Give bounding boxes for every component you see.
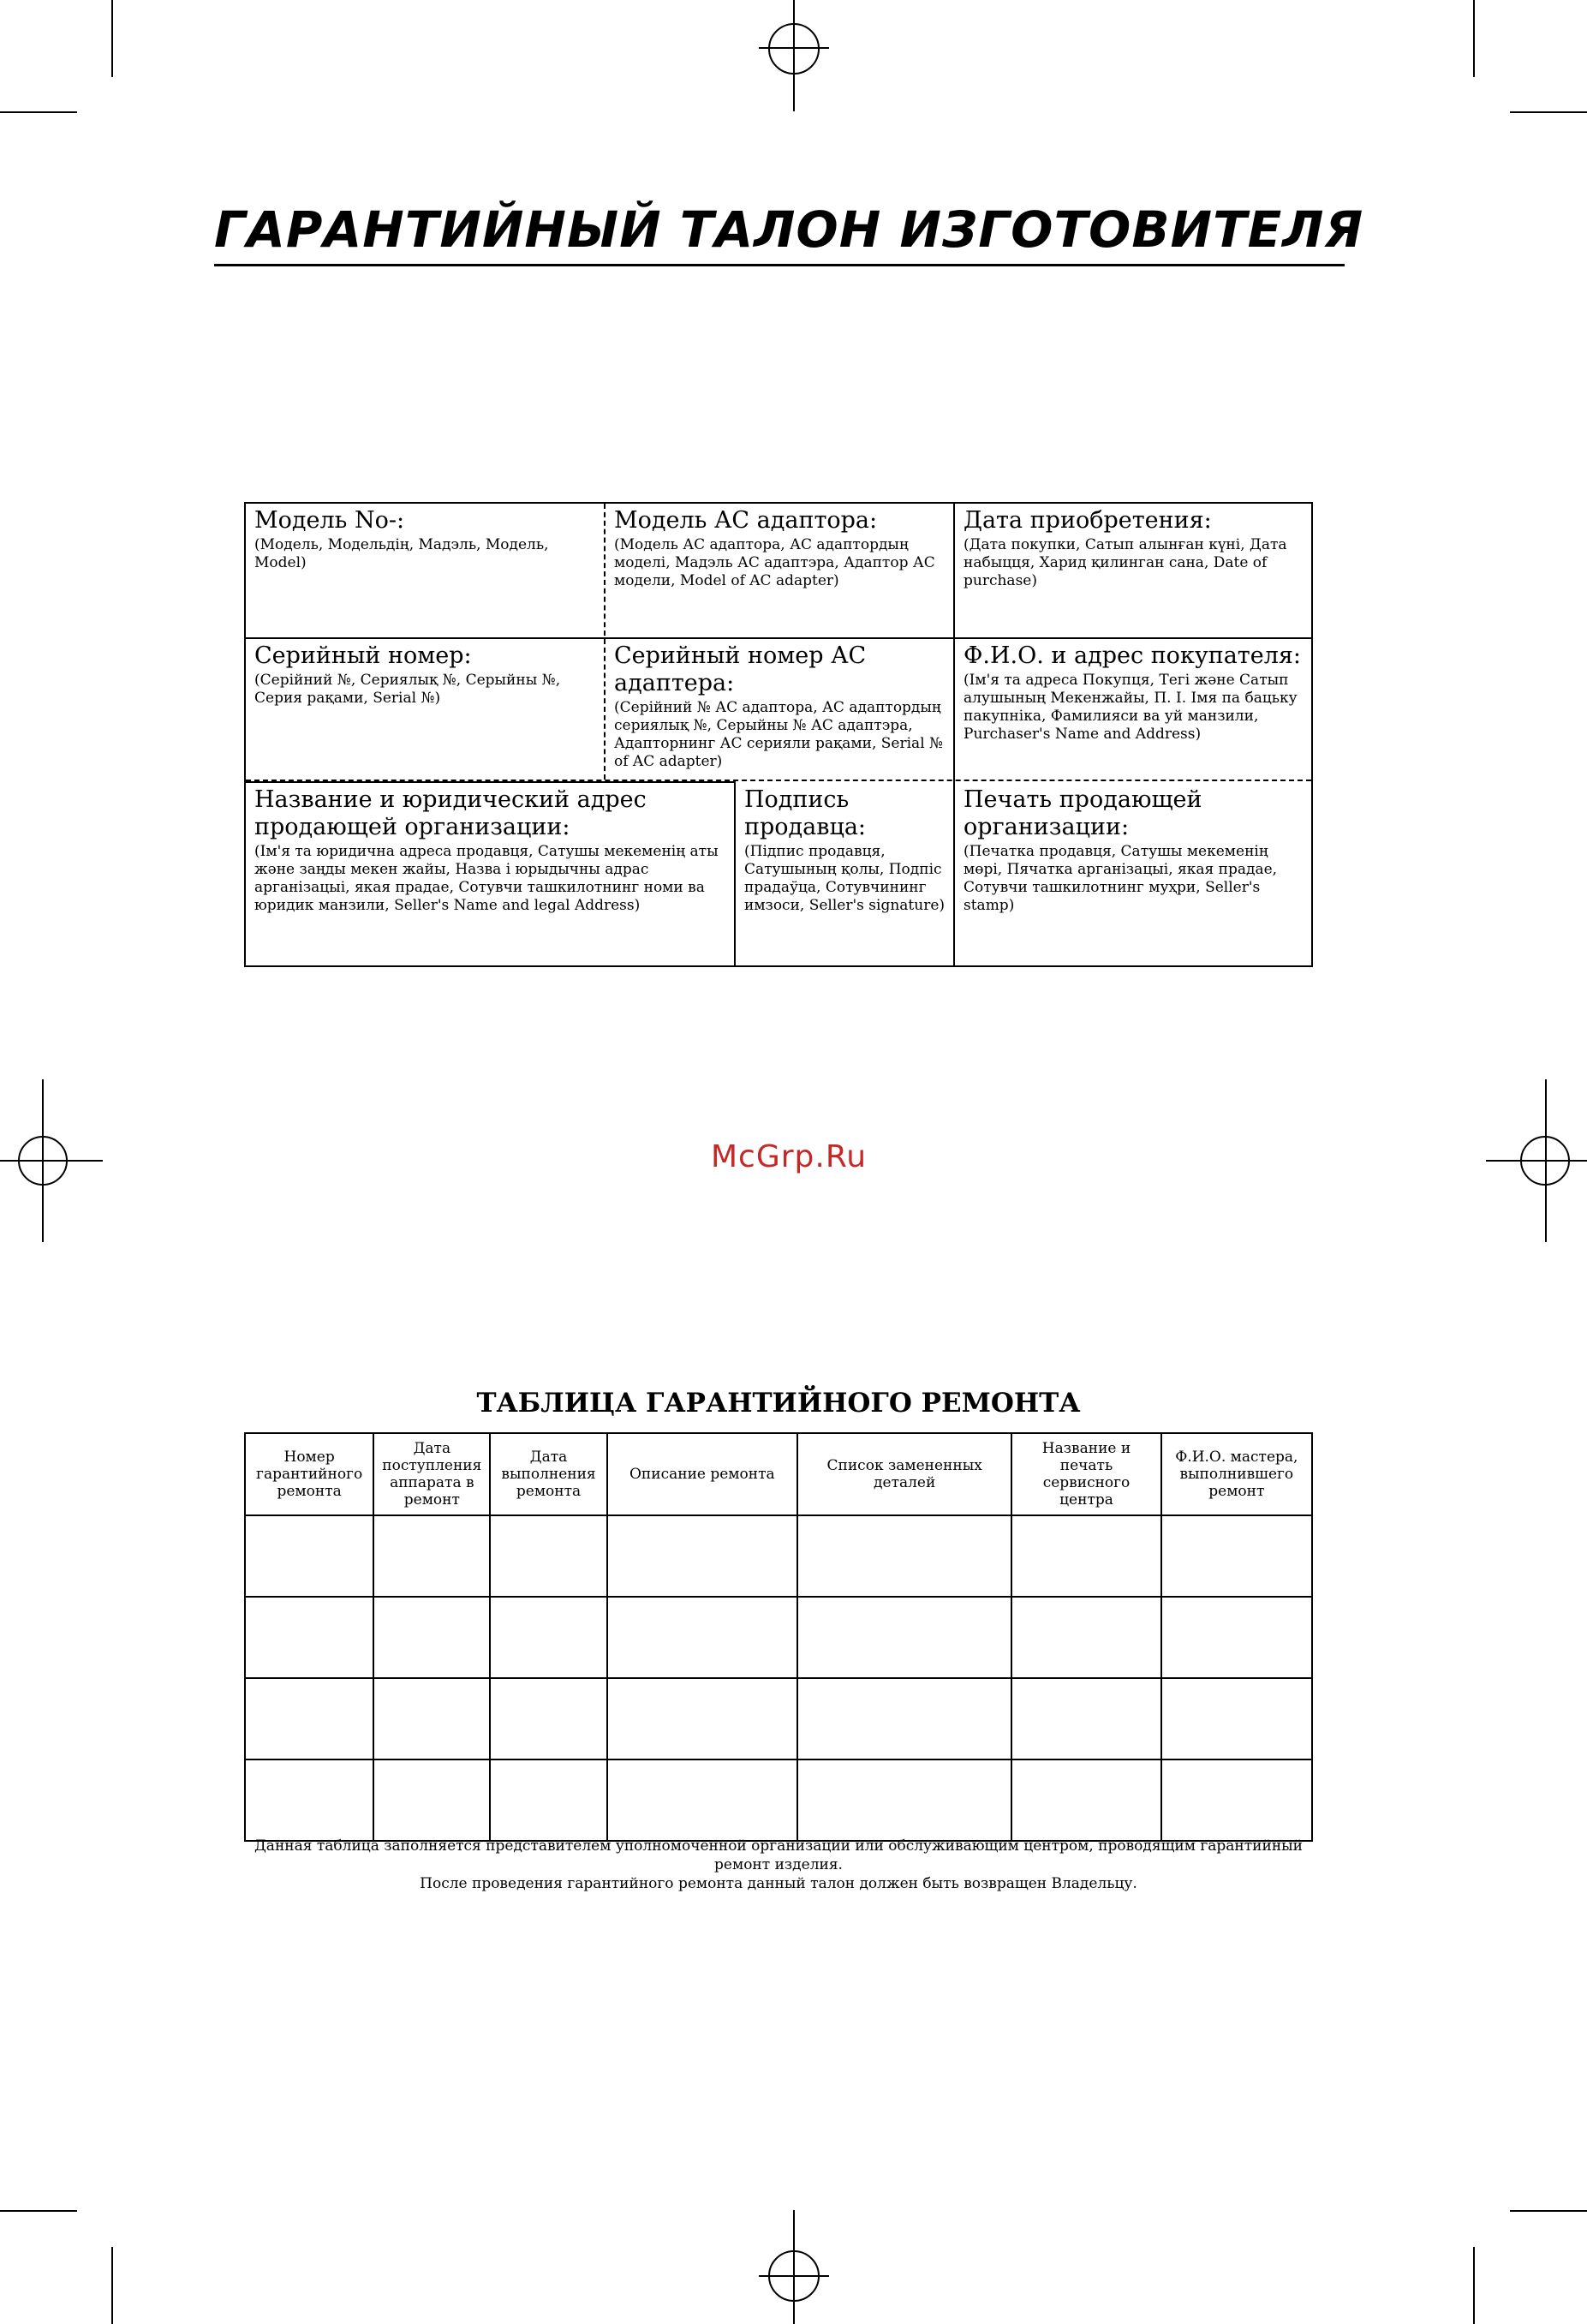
buyer-sub: (Ім'я та адреса Покупця, Тегі және Сатып алушының Мекенжайы, П. І. Імя па бацьку пакупніка, Фамилияси ва уй манзили, Purchaser's Name and Address): [964, 672, 1298, 743]
seller-signature-label: Подпись продавца:: [744, 786, 867, 840]
ac-serial-field[interactable]: [606, 639, 953, 780]
serial-sub: (Серійний №, Сериялық №, Серыйны №, Серия рақами, Serial №): [254, 672, 561, 707]
table-header-row: [245, 1433, 1312, 1515]
table-cell[interactable]: [245, 1515, 373, 1597]
ac-model-sub: (Модель АС адаптора, АС адаптордың моделі, Мадэль АС адаптэра, Адаптор АС модели, Model of AC adapter): [614, 536, 935, 589]
table-cell[interactable]: [1011, 1759, 1160, 1841]
page-title: ГАРАНТИЙНЫЙ ТАЛОН ИЗГОТОВИТЕЛЯ: [214, 195, 1345, 266]
table-cell[interactable]: [607, 1597, 797, 1678]
header-repair-description: Описание ремонта: [607, 1433, 797, 1515]
warranty-form: [244, 502, 1313, 967]
table-cell[interactable]: [797, 1759, 1011, 1841]
table-cell[interactable]: [245, 1759, 373, 1841]
table-row: [245, 1597, 1312, 1678]
ac-model-field[interactable]: [606, 504, 953, 637]
table-cell[interactable]: [1161, 1597, 1312, 1678]
buyer-label: Ф.И.О. и адрес покупателя:: [964, 642, 1301, 669]
table-cell[interactable]: [607, 1759, 797, 1841]
seller-org-field[interactable]: [246, 783, 734, 967]
purchase-date-sub: (Дата покупки, Сатып алынған күні, Дата набыцця, Харид қилинган сана, Date of purchase): [964, 536, 1287, 589]
purchase-date-field[interactable]: [955, 504, 1311, 637]
table-cell[interactable]: [490, 1678, 606, 1759]
seller-signature-field[interactable]: [736, 783, 953, 967]
seller-org-label: Название и юридический адрес продающей организации:: [254, 786, 647, 840]
table-cell[interactable]: [373, 1678, 490, 1759]
watermark-text: McGrp.Ru: [711, 1139, 868, 1174]
seller-stamp-sub: (Печатка продавця, Сатушы мекеменің мөрі, Пячатка арганізацыі, якая прадае, Сотувчи ташкилотнинг муҳри, Seller's stamp): [964, 843, 1278, 914]
table-cell[interactable]: [1161, 1759, 1312, 1841]
repair-table: [244, 1432, 1313, 1842]
table-row: [245, 1678, 1312, 1759]
table-row: [245, 1515, 1312, 1597]
serial-field[interactable]: [246, 639, 604, 780]
ac-model-label: Модель АС адаптора:: [614, 507, 878, 534]
ac-serial-label: Серийный номер АС адаптера:: [614, 642, 867, 696]
model-label: Модель No-:: [254, 507, 405, 534]
repair-table-title: ТАБЛИЦА ГАРАНТИЙНОГО РЕМОНТА: [476, 1388, 1081, 1419]
table-cell[interactable]: [1161, 1678, 1312, 1759]
table-cell[interactable]: [373, 1759, 490, 1841]
header-completion-date: Дата выполнения ремонта: [490, 1433, 606, 1515]
footnote-line-1: Данная таблица заполняется представителем уполномоченной организации или обслуживающим центром, проводящим гарантийный ремонт изделия.: [254, 1837, 1304, 1873]
table-cell[interactable]: [1011, 1597, 1160, 1678]
table-cell[interactable]: [1011, 1515, 1160, 1597]
header-service-center: Название и печать сервисного центра: [1011, 1433, 1160, 1515]
table-cell[interactable]: [797, 1678, 1011, 1759]
ac-serial-sub: (Серійний № АС адаптора, АС адаптордың сериялық №, Серыйны № АС адаптэра, Адапторнинг АС серияли рақами, Serial № of AC adapter): [614, 699, 944, 770]
table-cell[interactable]: [607, 1515, 797, 1597]
purchase-date-label: Дата приобретения:: [964, 507, 1212, 534]
table-cell[interactable]: [490, 1759, 606, 1841]
table-cell[interactable]: [797, 1515, 1011, 1597]
table-row: [245, 1759, 1312, 1841]
table-cell[interactable]: [245, 1597, 373, 1678]
table-cell[interactable]: [490, 1597, 606, 1678]
serial-label: Серийный номер:: [254, 642, 472, 669]
header-intake-date: Дата поступления аппарата в ремонт: [373, 1433, 490, 1515]
seller-stamp-label: Печать продающей организации:: [964, 786, 1202, 840]
seller-org-sub: (Ім'я та юридична адреса продавця, Сатушы мекеменің аты және заңды мекен жайы, Назва і юрыдычны адрас арганізацыі, якая прадае, Сотувчи ташкилотнинг номи ва юридик манзили, Seller's Name and legal Address): [254, 843, 719, 914]
table-cell[interactable]: [373, 1597, 490, 1678]
footnote-line-2: После проведения гарантийного ремонта данный талон должен быть возвращен Владельцу.: [420, 1875, 1137, 1892]
table-cell[interactable]: [1161, 1515, 1312, 1597]
table-cell[interactable]: [607, 1678, 797, 1759]
seller-signature-sub: (Підпис продавця, Сатушының қолы, Подпіс прадаўца, Сотувчининг имзоси, Seller's signature): [744, 843, 946, 914]
seller-stamp-field[interactable]: [955, 783, 1311, 967]
table-cell[interactable]: [245, 1678, 373, 1759]
header-repair-number: Номер гарантийного ремонта: [245, 1433, 373, 1515]
model-sub: (Модель, Модельдің, Мадэль, Модель, Model): [254, 536, 549, 571]
repair-table-footnote: [244, 1837, 1313, 1893]
header-replaced-parts: Список замененных деталей: [797, 1433, 1011, 1515]
table-cell[interactable]: [1011, 1678, 1160, 1759]
buyer-field[interactable]: [955, 639, 1311, 780]
model-field[interactable]: [246, 504, 604, 637]
table-cell[interactable]: [490, 1515, 606, 1597]
table-cell[interactable]: [373, 1515, 490, 1597]
table-cell[interactable]: [797, 1597, 1011, 1678]
header-technician: Ф.И.О. мастера, выполнившего ремонт: [1161, 1433, 1312, 1515]
